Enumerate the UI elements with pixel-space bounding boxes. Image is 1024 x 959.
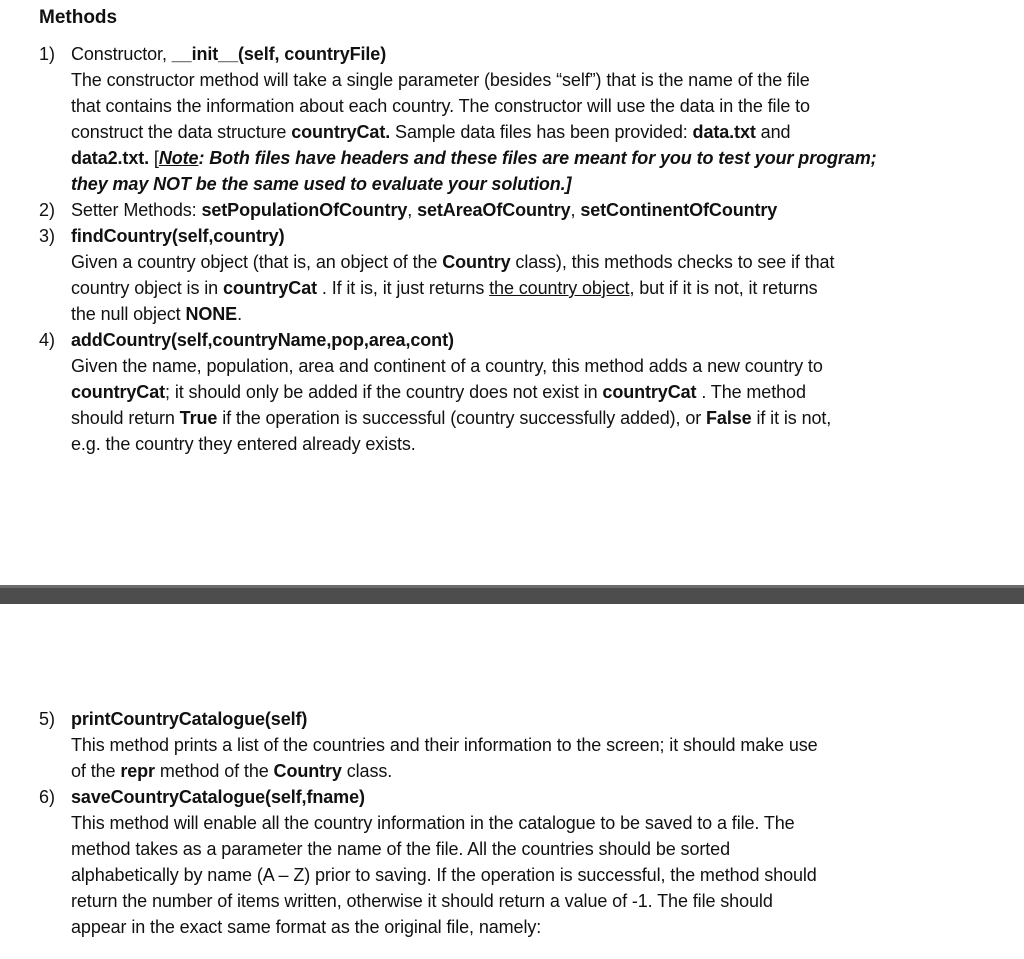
- page-break-divider: [0, 585, 1024, 604]
- method-signature: findCountry(self,country): [71, 226, 285, 246]
- item-number: 3): [39, 226, 56, 246]
- body-text-line: The constructor method will take a single parameter (besides “self”) that is the name of the file: [71, 70, 810, 90]
- body-text-line: the null object NONE.: [71, 304, 242, 324]
- note-text-line: data2.txt. [Note: Both files have headers and these files are meant for you to test your program;: [71, 148, 877, 168]
- body-text-line: countryCat; it should only be added if the country does not exist in countryCat . The method: [71, 382, 806, 402]
- item-title-line: Constructor, __init__(self, countryFile): [71, 44, 387, 64]
- method-signature: __init__(self, countryFile): [171, 44, 387, 64]
- item-number: 5): [39, 709, 56, 729]
- item-title-line: Setter Methods: setPopulationOfCountry, setAreaOfCountry, setContinentOfCountry: [71, 200, 778, 220]
- body-text-line: country object is in countryCat . If it is, it just returns the country object, but if it is not, it returns: [71, 278, 818, 298]
- body-text-line: construct the data structure countryCat. Sample data files has been provided: data.txt and: [71, 122, 791, 142]
- body-text-line: appear in the exact same format as the original file, namely:: [71, 917, 542, 937]
- body-text-line: alphabetically by name (A – Z) prior to saving. If the operation is successful, the method should: [71, 865, 817, 885]
- method-signature: saveCountryCatalogue(self,fname): [71, 787, 365, 807]
- method-signature: addCountry(self,countryName,pop,area,cont): [71, 330, 454, 350]
- item-title-line: [71, 223, 285, 249]
- item-number: 1): [39, 44, 56, 64]
- body-text-line: return the number of items written, otherwise it should return a value of -1. The file should: [71, 891, 773, 911]
- item-number: 6): [39, 787, 56, 807]
- body-text-line: should return True if the operation is successful (country successfully added), or False if it is not,: [71, 408, 832, 428]
- body-text-line: e.g. the country they entered already exists.: [71, 434, 416, 454]
- note-text-line: they may NOT be the same used to evaluate your solution.]: [71, 174, 572, 194]
- item-title-line: [71, 327, 454, 353]
- item-title-line: [71, 784, 365, 810]
- section-heading: Methods: [39, 7, 118, 28]
- body-text-line: Given a country object (that is, an object of the Country class), this methods checks to see if that: [71, 252, 835, 272]
- body-text-line: method takes as a parameter the name of the file. All the countries should be sorted: [71, 839, 730, 859]
- item-number: 2): [39, 200, 56, 220]
- body-text-line: This method will enable all the country information in the catalogue to be saved to a file. The: [71, 813, 795, 833]
- body-text-line: of the repr method of the Country class.: [71, 761, 393, 781]
- item-title-line: [71, 706, 307, 732]
- method-signature: printCountryCatalogue(self): [71, 709, 308, 729]
- body-text-line: This method prints a list of the countries and their information to the screen; it should make use: [71, 735, 818, 755]
- body-text-line: that contains the information about each country. The constructor will use the data in the file to: [71, 96, 810, 116]
- body-text-line: Given the name, population, area and continent of a country, this method adds a new country to: [71, 356, 823, 376]
- document-page-bottom: [0, 604, 1024, 959]
- item-number: 4): [39, 330, 56, 350]
